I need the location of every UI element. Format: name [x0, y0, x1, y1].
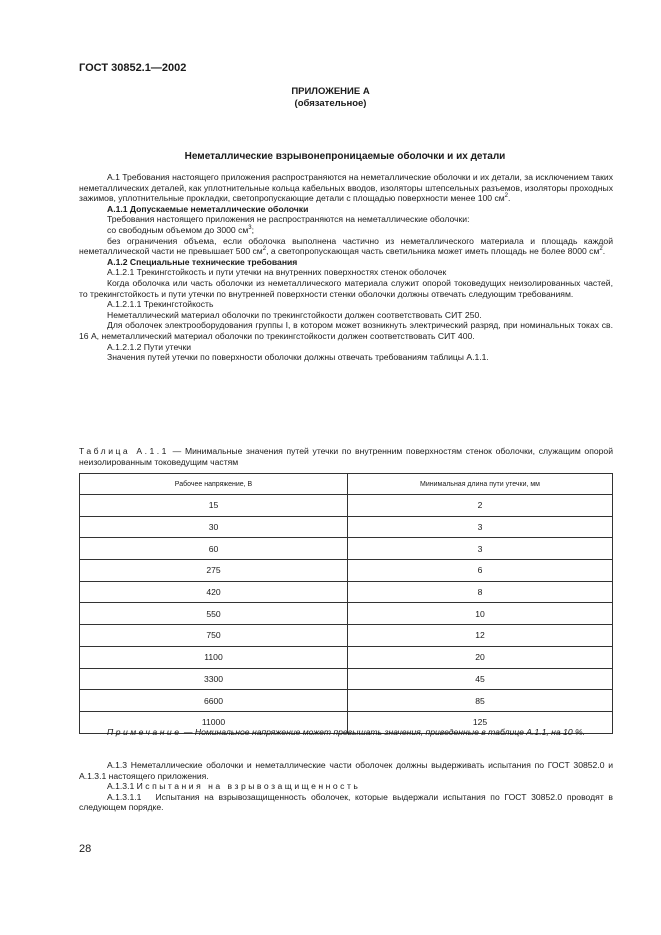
paragraph-a13: А.1.3 Неметаллические оболочки и неметаллические части оболочек должны выдерживать испытания по ГОСТ 30852.0 и А.1.3.1 настоящего приложения. [79, 760, 613, 781]
creepage-cell: 3 [348, 538, 613, 560]
voltage-cell: 420 [80, 581, 348, 603]
body-text-after-table [79, 760, 613, 813]
table-row [80, 625, 613, 647]
note-label: Примечание [107, 727, 182, 737]
creepage-cell: 10 [348, 603, 613, 625]
voltage-cell: 3300 [80, 668, 348, 690]
section-title: Неметаллические взрывонепроницаемые оболочки и их детали [184, 151, 506, 162]
table-row [80, 560, 613, 582]
appendix-title: ПРИЛОЖЕНИЕ А [291, 86, 370, 97]
superscript: 2 [504, 193, 509, 200]
paragraph-a11-intro: Требования настоящего приложения не распространяются на неметаллические оболочки: [107, 214, 470, 225]
table-row [80, 646, 613, 668]
column-header-voltage: Рабочее напряжение, В [80, 474, 348, 495]
table-row [80, 538, 613, 560]
heading-a131 [79, 781, 613, 792]
table-note [79, 727, 613, 738]
paragraph-a1311-text: Испытания на взрывозащищенность оболочек, которые выдержали испытания по ГОСТ 30852.0 проводят в следующем порядке. [79, 791, 613, 813]
table-caption-label: Таблица А.1.1 [79, 446, 169, 456]
heading-a131-number: А.1.3.1 [107, 781, 135, 792]
creepage-cell: 125 [348, 711, 613, 733]
table-header-row [80, 474, 613, 495]
voltage-cell: 275 [80, 560, 348, 582]
paragraph-a1212: А.1.2.1.2 Пути утечки [107, 341, 192, 352]
table-row [80, 690, 613, 712]
paragraph-partial [79, 236, 613, 257]
creepage-cell: 85 [348, 690, 613, 712]
punctuation: . [508, 193, 511, 204]
superscript: 2 [599, 246, 603, 253]
creepage-table [79, 473, 613, 734]
table-row [80, 581, 613, 603]
body-text [79, 172, 613, 363]
paragraph-partial-text-2: , а светопропускающая часть светильника может иметь площадь не более 8000 см [266, 246, 600, 257]
table-row [80, 495, 613, 517]
appendix-subtitle: (обязательное) [294, 98, 367, 109]
creepage-cell: 12 [348, 625, 613, 647]
voltage-cell: 30 [80, 516, 348, 538]
paragraph-group1: Для оболочек электрооборудования группы I, в котором может возникнуть электрический разряд, при номинальных токах св. 16 А, неметаллический материал оболочки по трекингстойкости должен соответствовать СИТ 400. [79, 320, 613, 341]
note-text: — Номинальное напряжение может превышать значения, приведенные в таблице А.1.1, на 10 %. [181, 727, 586, 737]
creepage-cell: 2 [348, 495, 613, 517]
paragraph-cti250: Неметаллический материал оболочки по трекингстойкости должен соответствовать СИТ 250. [107, 309, 482, 320]
paragraph-volume [79, 225, 613, 236]
voltage-cell: 1100 [80, 646, 348, 668]
paragraph-a1311-number: А.1.3.1.1 [107, 791, 142, 802]
paragraph-a1211: А.1.2.1.1 Трекингстойкость [107, 299, 214, 310]
paragraph-a1-text: А.1 Требования настоящего приложения распространяются на неметаллические оболочки и их детали, за исключением таких неметаллических деталей, как уплотнительные кольца кабельных вводов, изоляторы штепсельных разъемов, изоляторы проходных зажимов, уплотнительные прокладки, светопропускающие детали с площадью поверхности менее 100 см [79, 172, 613, 204]
table-row [80, 603, 613, 625]
creepage-cell: 6 [348, 560, 613, 582]
creepage-cell: 20 [348, 646, 613, 668]
superscript: 3 [248, 224, 252, 231]
heading-a11: А.1.1 Допускаемые неметаллические оболочки [107, 203, 309, 214]
voltage-cell: 750 [80, 625, 348, 647]
creepage-cell: 8 [348, 581, 613, 603]
voltage-cell: 11000 [80, 711, 348, 733]
voltage-cell: 6600 [80, 690, 348, 712]
paragraph-creepage: Значения путей утечки по поверхности оболочки должны отвечать требованиям таблицы А.1.1. [107, 352, 489, 363]
heading-a131-text: Испытания на взрывозащищенность [136, 781, 361, 792]
voltage-cell: 550 [80, 603, 348, 625]
table-row [80, 516, 613, 538]
punctuation: ; [251, 224, 255, 235]
creepage-cell: 3 [348, 516, 613, 538]
paragraph-partial-text-1: без ограничения объема, если оболочка выполнена частично из неметаллического материала и площадь каждой неметаллической части не превышает 500 см [79, 235, 613, 257]
table-caption-text: — Минимальные значения путей утечки по внутренним поверхностям стенок оболочки, служащим опорой неизолированным токоведущим частям [79, 446, 613, 467]
voltage-cell: 15 [80, 495, 348, 517]
superscript: 2 [262, 246, 267, 253]
creepage-cell: 45 [348, 668, 613, 690]
column-header-creepage: Минимальная длина пути утечки, мм [348, 474, 613, 495]
voltage-cell: 60 [80, 538, 348, 560]
table-caption [79, 446, 613, 467]
paragraph-support: Когда оболочка или часть оболочки из неметаллического материала служит опорой токоведущих неизолированных частей, то трекингстойкость и пути утечки по внутренней поверхности стенки оболочки должны отвечать следующим требованиям. [79, 277, 613, 299]
paragraph-a1311 [79, 792, 613, 813]
heading-a12: А.1.2 Специальные технические требования [107, 256, 298, 267]
punctuation: . [602, 246, 606, 257]
paragraph-a1 [79, 172, 613, 204]
table-row [80, 668, 613, 690]
paragraph-volume-text: со свободным объемом до 3000 см [107, 224, 249, 235]
paragraph-a121: А.1.2.1 Трекингстойкость и пути утечки на внутренних поверхностях стенок оболочек [107, 267, 447, 278]
page-number: 28 [79, 843, 92, 855]
standard-header: ГОСТ 30852.1—2002 [79, 62, 187, 74]
